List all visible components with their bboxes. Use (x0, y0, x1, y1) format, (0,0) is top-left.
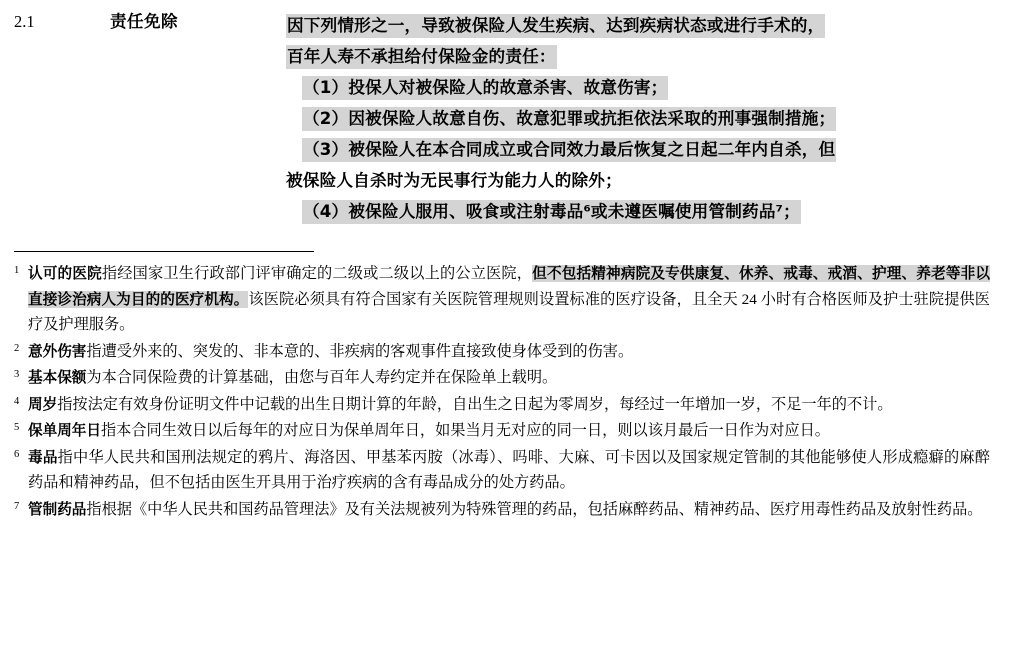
clause-line: （2）因被保险人故意自伤、故意犯罪或抗拒依法采取的刑事强制措施； (286, 103, 996, 134)
footnote-segment: 指根据《中华人民共和国药品管理法》及有关法规被列为特殊管理的药品，包括麻醉药品、精神药品、医疗用毒性药品及放射性药品。 (86, 500, 983, 518)
clause-line: （3）被保险人在本合同成立或合同效力最后恢复之日起二年内自杀，但 (286, 134, 996, 165)
footnote-term: 保单周年日 (28, 422, 101, 439)
footnote-number: 7 (14, 500, 20, 512)
footnote-term: 认可的医院 (28, 265, 102, 282)
footnote-number: 6 (14, 448, 20, 460)
footnote-number: 2 (14, 342, 20, 354)
clause-number: 2.1 (14, 12, 35, 31)
footnote-number: 1 (14, 265, 20, 276)
footnote-text (28, 392, 996, 418)
clause-line: （1）投保人对被保险人的故意杀害、故意伤害； (286, 72, 996, 103)
footnote-item (14, 365, 996, 391)
footnote-text (28, 418, 996, 444)
clause-line: 百年人寿不承担给付保险金的责任： (286, 41, 996, 72)
footnote-term: 管制药品 (28, 500, 87, 518)
clause-line: （4）被保险人服用、吸食或注射毒品⁶或未遵医嘱使用管制药品⁷； (286, 196, 996, 227)
footnote-number: 5 (14, 422, 20, 433)
footnote-text (28, 339, 996, 365)
footnote-item (14, 339, 996, 365)
footnote-segment: 指中华人民共和国刑法规定的鸦片、海洛因、甲基苯丙胺（冰毒）、吗啡、大麻、可卡因以及国家规定管制的其他能够使人形成瘾癖的麻醉药品和精神药品，但不包括由医生开具用于治疗疾病的含有毒品成分的处方药品。 (28, 448, 990, 491)
clause-line: 被保险人自杀时为无民事行为能力人的除外； (286, 171, 622, 190)
footnote-text (28, 445, 996, 496)
clause-line: 因下列情形之一，导致被保险人发生疾病、达到疾病状态或进行手术的， (286, 10, 996, 41)
footnote-item (14, 392, 996, 418)
footnote-item (14, 445, 996, 496)
clause-body (286, 10, 996, 227)
footnote-separator-rule (14, 251, 314, 252)
footnote-text (28, 497, 996, 523)
footnote-term: 基本保额 (28, 369, 87, 386)
footnote-segment: 为本合同保险费的计算基础，由您与百年人寿约定并在保险单上载明。 (86, 369, 558, 386)
footnote-segment: 该医院必须具有符合国家有关医院管理规则设置标准的医疗设备，且全天 24 小时有合格医师及护士驻院提供医疗及护理服务。 (28, 290, 990, 333)
footnotes-section (14, 261, 996, 522)
footnote-segment: 指本合同生效日以后每年的对应日为保单周年日，如果当月无对应的同一日，则以该月最后一日作为对应日。 (100, 422, 830, 439)
footnote-text (28, 365, 996, 391)
footnote-text (28, 261, 996, 338)
footnote-segment-highlighted: 但不包括精神病院及专供康复、休养、戒毒、戒酒、护理、养老等非以直接诊治病人为目的的医疗机构。 (28, 265, 990, 308)
footnote-item (14, 261, 996, 338)
clause-block (14, 10, 996, 227)
footnote-segment: 指经国家卫生行政部门评审确定的二级或二级以上的公立医院， (101, 265, 533, 282)
footnote-number: 3 (14, 369, 20, 380)
footnote-item (14, 497, 996, 523)
footnote-segment: 指遭受外来的、突发的、非本意的、非疾病的客观事件直接致使身体受到的伤害。 (86, 342, 634, 360)
footnote-term: 周岁 (28, 395, 58, 413)
footnote-term: 意外伤害 (28, 342, 87, 360)
footnote-segment: 指按法定有效身份证明文件中记载的出生日期计算的年龄，自出生之日起为零周岁，每经过一年增加一岁，不足一年的不计。 (57, 395, 893, 413)
footnote-item (14, 418, 996, 444)
footnote-term: 毒品 (28, 448, 58, 466)
footnote-number: 4 (14, 395, 20, 407)
clause-title: 责任免除 (110, 12, 178, 31)
